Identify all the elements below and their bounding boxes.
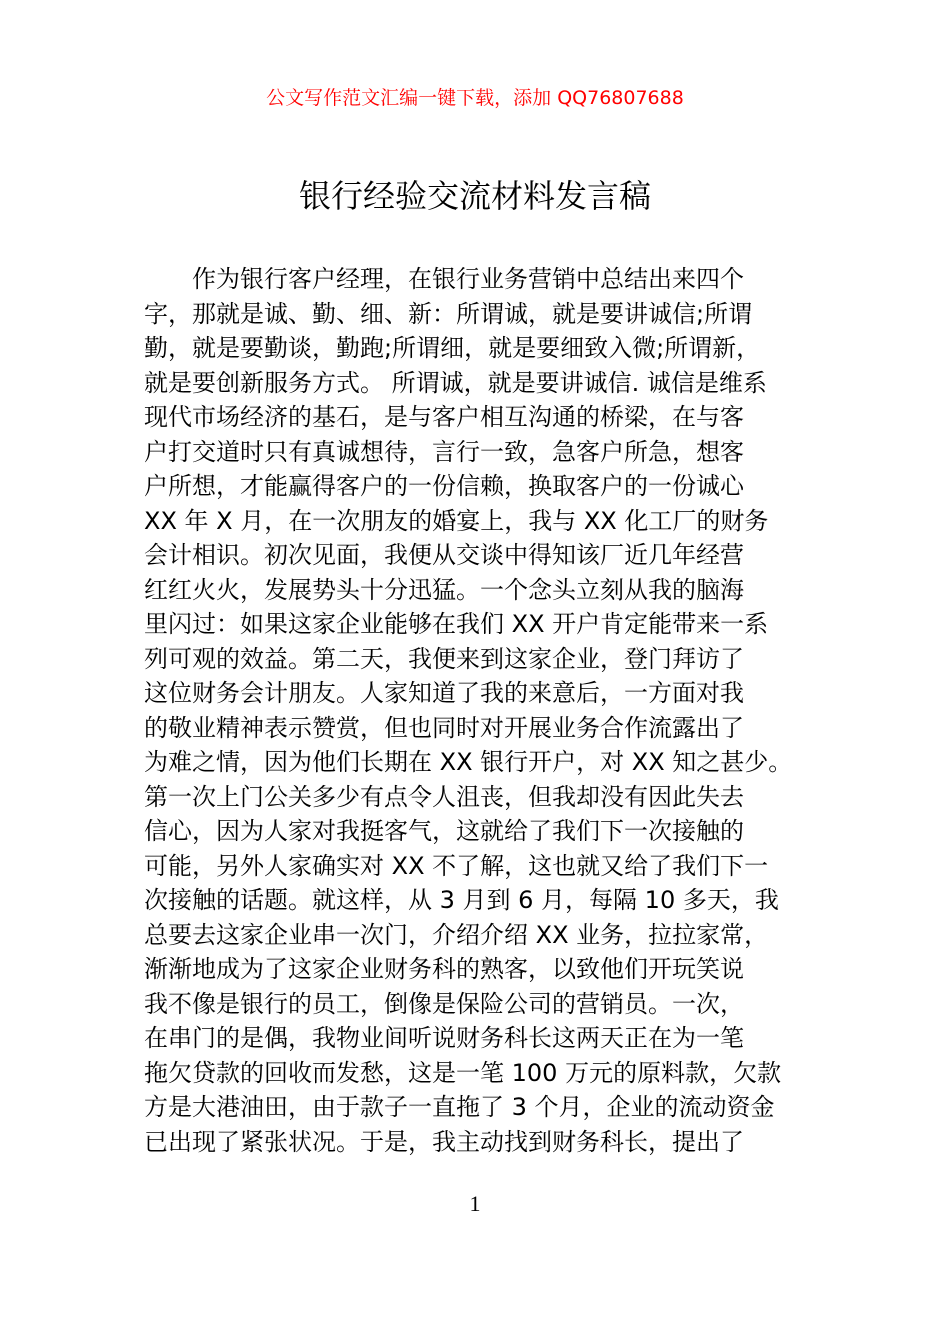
text-line: 第一次上门公关多少有点令人沮丧，但我却没有因此失去 [144, 782, 744, 811]
text-line: 这位财务会计朋友。人家知道了我的来意后，一方面对我 [144, 679, 744, 707]
text-line: 方是大港油田，由于款子一直拖了 3 个月，企业的流动资金 [144, 1093, 775, 1121]
text-line: 我不像是银行的员工，倒像是保险公司的营销员。一次， [144, 989, 744, 1018]
text-line: 就是要创新服务方式。 所谓诚，就是要讲诚信. 诚信是维系 [144, 368, 767, 397]
text-line: 勤，就是要勤谈，勤跑;所谓细，就是要细致入微;所谓新， [144, 334, 761, 362]
text-line: 渐渐地成为了这家企业财务科的熟客，以致他们开玩笑说 [144, 955, 744, 983]
text-line: 红红火火，发展势头十分迅猛。一个念头立刻从我的脑海 [144, 575, 744, 604]
text-line: 户所想，才能赢得客户的一份信赖，换取客户的一份诚心 [144, 472, 744, 500]
text-line: 为难之情，因为他们长期在 XX 银行开户，对 XX 知之甚少。 [144, 748, 793, 776]
text-line: 信心，因为人家对我挺客气，这就给了我们下一次接触的 [144, 817, 744, 845]
download-notice: 公文写作范文汇编一键下载，添加 QQ76807688 [266, 87, 684, 109]
text-line: 已出现了紧张状况。于是，我主动找到财务科长，提出了 [144, 1127, 744, 1156]
document-title: 银行经验交流材料发言稿 [298, 177, 651, 215]
page-number: 1 [469, 1191, 481, 1216]
text-line: 可能，另外人家确实对 XX 不了解，这也就又给了我们下一 [144, 851, 769, 880]
text-line: 在串门的是偶，我物业间听说财务科长这两天正在为一笔 [144, 1024, 744, 1052]
text-line: 户打交道时只有真诚想待，言行一致，急客户所急，想客 [144, 437, 744, 466]
text-line: 次接触的话题。就这样，从 3 月到 6 月，每隔 10 多天，我 [144, 886, 779, 914]
text-line: 拖欠贷款的回收而发愁，这是一笔 100 万元的原料款，欠款 [144, 1058, 782, 1087]
text-line: 会计相识。初次见面，我便从交谈中得知该厂近几年经营 [144, 541, 744, 569]
text-line: 字，那就是诚、勤、细、新：所谓诚，就是要讲诚信;所谓 [144, 299, 753, 328]
text-line: XX 年 X 月，在一次朋友的婚宴上，我与 XX 化工厂的财务 [144, 506, 769, 535]
body-paragraph [144, 262, 814, 1159]
text-line: 现代市场经济的基石，是与客户相互沟通的桥梁，在与客 [144, 403, 744, 431]
text-line: 列可观的效益。第二天，我便来到这家企业，登门拜访了 [144, 644, 744, 673]
text-line: 作为银行客户经理，在银行业务营销中总结出来四个 [144, 265, 744, 293]
text-line: 总要去这家企业串一次门，介绍介绍 XX 业务，拉拉家常， [144, 920, 769, 949]
text-line: 里闪过：如果这家企业能够在我们 XX 开户肯定能带来一系 [144, 610, 769, 638]
text-line: 的敬业精神表示赞赏，但也同时对开展业务合作流露出了 [144, 713, 744, 742]
